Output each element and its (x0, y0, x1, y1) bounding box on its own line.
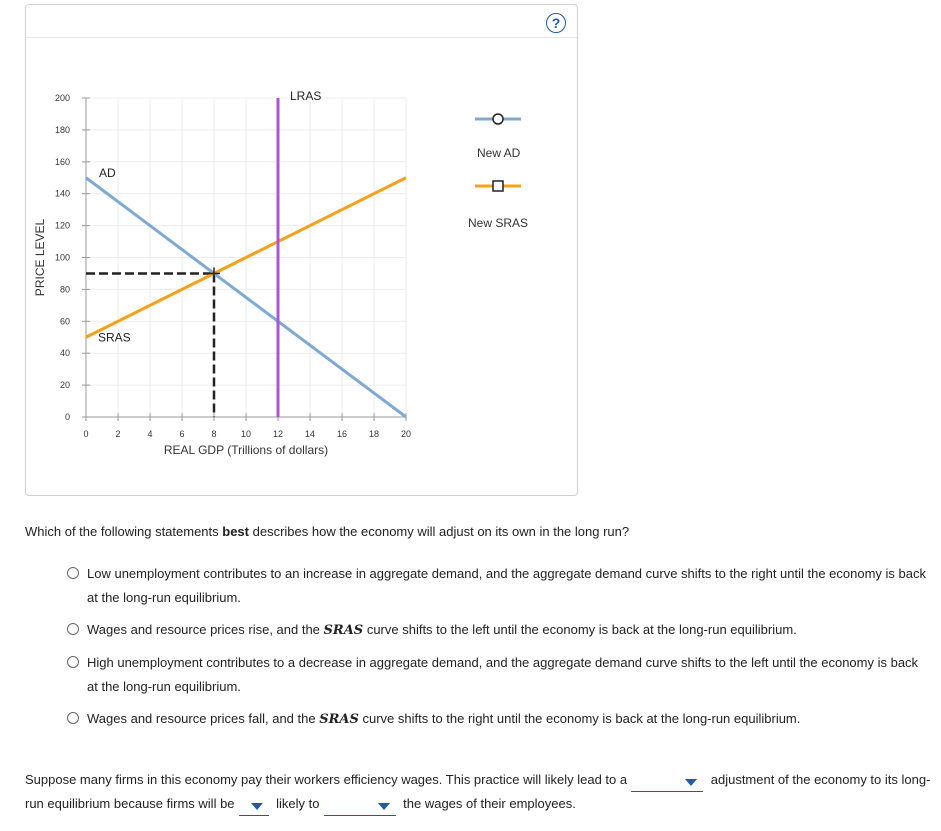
y-tick-label: 120 (54, 220, 70, 231)
option-text: Wages and resource prices fall, and the (87, 711, 320, 726)
fill-text-1: Suppose many firms in this economy pay their workers efficiency wages. This practice will likely lead to a (25, 772, 628, 787)
option-text: Wages and resource prices rise, and the (87, 622, 324, 637)
x-tick-label: 10 (240, 429, 252, 439)
y-tick-label: 140 (54, 188, 70, 199)
y-tick-label: 200 (54, 93, 70, 103)
curve-label-sras: SRAS (98, 330, 131, 345)
x-tick-label: 0 (83, 429, 89, 439)
x-tick-label: 14 (304, 429, 316, 439)
chevron-down-icon (685, 779, 697, 786)
x-axis-label: REAL GDP (Trillions of dollars) (163, 443, 329, 457)
fill-text-3: likely to (276, 796, 320, 811)
chevron-down-icon (251, 803, 263, 810)
y-tick-label: 160 (54, 156, 70, 167)
option-text: Low unemployment contributes to an increase in aggregate demand, and the aggregate demand curve shifts to the right until the economy is back at the long-run equilibrium. (87, 566, 927, 605)
answer-options (67, 562, 927, 740)
circle-marker-icon (493, 114, 503, 124)
answer-option[interactable] (67, 651, 927, 699)
chart-axes (33, 93, 411, 457)
x-tick-label: 8 (211, 429, 217, 439)
x-tick-label: 4 (147, 429, 153, 439)
question-prefix: Which of the following statements (25, 524, 223, 539)
chevron-down-icon (378, 803, 390, 810)
y-tick-label: 20 (59, 380, 70, 391)
radio-button[interactable] (67, 656, 79, 668)
chart-labels (98, 89, 321, 344)
square-marker-icon (493, 181, 503, 191)
question-suffix: describes how the economy will adjust on its own in the long run? (249, 524, 630, 539)
dropdown-wage-action[interactable] (324, 797, 396, 816)
y-tick-label: 180 (54, 124, 70, 135)
x-tick-label: 2 (115, 429, 121, 439)
question-text (25, 524, 629, 539)
option-math-term: SRAS (323, 623, 364, 638)
answer-option[interactable] (67, 707, 927, 732)
radio-button[interactable] (67, 567, 79, 579)
x-tick-label: 16 (336, 429, 348, 439)
option-text: High unemployment contributes to a decrease in aggregate demand, and the aggregate demand curve shifts to the left until the economy is back at the long-run equilibrium. (87, 655, 919, 694)
answer-option[interactable] (67, 618, 927, 643)
radio-button[interactable] (67, 623, 79, 635)
y-tick-label: 0 (64, 412, 70, 422)
y-tick-label: 40 (59, 348, 70, 359)
option-text: curve shifts to the right until the economy is back at the long-run equilibrium. (358, 711, 801, 726)
x-tick-label: 12 (272, 429, 284, 439)
y-axis-label: PRICE LEVEL (33, 218, 47, 297)
radio-button[interactable] (67, 712, 79, 724)
curve-label-lras: LRAS (290, 89, 322, 103)
legend-label-new-sras: New SRAS (468, 216, 529, 230)
x-tick-label: 18 (368, 429, 380, 439)
legend-label-new-ad: New AD (477, 146, 521, 160)
x-tick-label: 6 (179, 429, 185, 439)
fill-in-question (25, 768, 935, 816)
dropdown-likelihood[interactable] (239, 797, 269, 816)
fill-text-2: adjustment of the economy to its long-run equilibrium because firms will be (25, 772, 931, 811)
dropdown-adjustment-speed[interactable] (631, 773, 703, 792)
answer-option[interactable] (67, 562, 927, 610)
x-tick-label: 20 (400, 429, 412, 439)
option-math-term: SRAS (319, 712, 359, 727)
y-tick-label: 80 (59, 284, 70, 295)
fill-text-4: the wages of their employees. (403, 796, 576, 811)
y-tick-label: 100 (54, 252, 70, 263)
question-bold: best (222, 524, 249, 539)
option-text: curve shifts to the left until the economy is back at the long-run equilibrium. (363, 622, 797, 637)
y-tick-label: 60 (59, 316, 70, 327)
help-button[interactable]: ? (546, 13, 566, 33)
curve-label-ad: AD (99, 165, 116, 180)
